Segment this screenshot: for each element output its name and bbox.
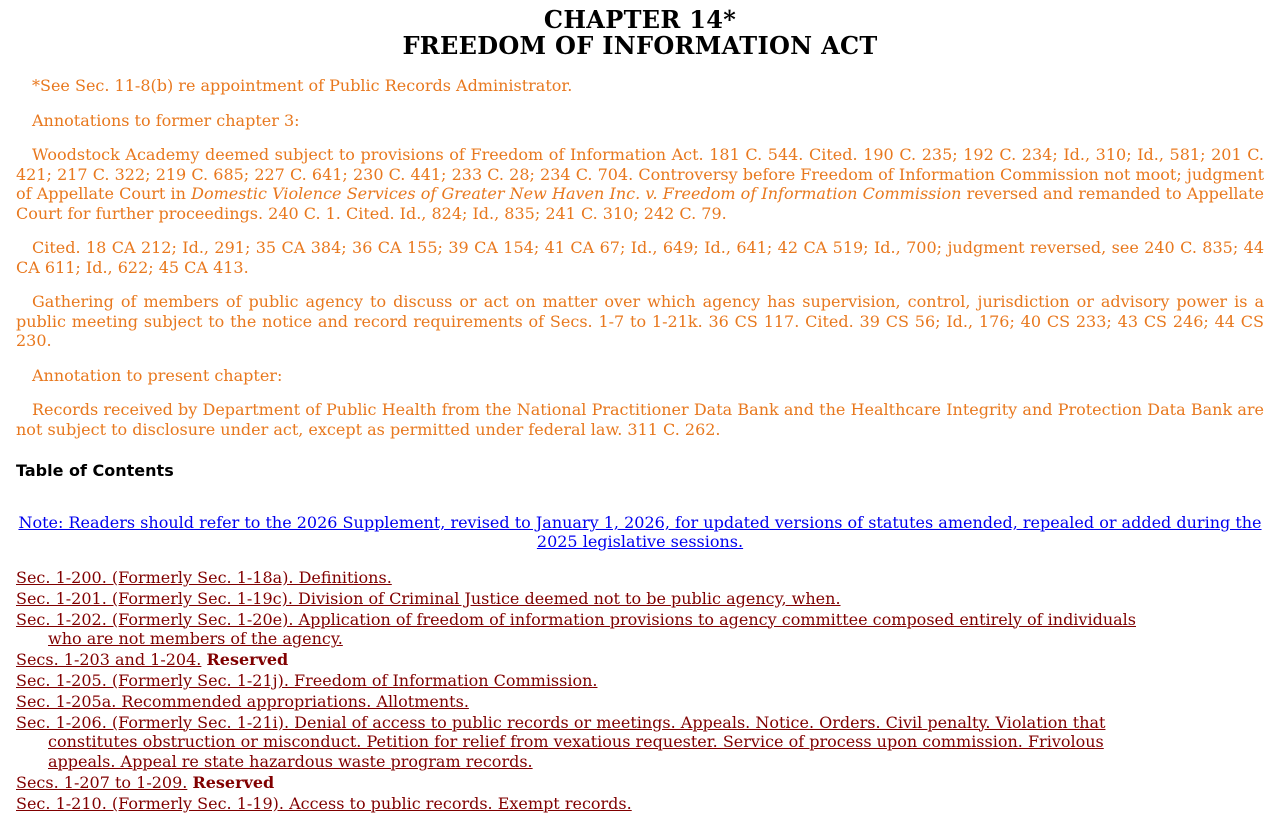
annotation-paragraph [16, 145, 1264, 223]
toc-item [16, 773, 1172, 793]
toc-link[interactable]: Sec. 1-210. (Formerly Sec. 1-19). Access to public records. Exempt records. [16, 793, 632, 813]
toc-heading: Table of Contents [16, 461, 174, 480]
chapter-title [16, 7, 1264, 59]
toc-link[interactable]: Sec. 1-206. (Formerly Sec. 1-21i). Denial of access to public records or meetings. Appeals. Notice. Orders. Civil penalty. Violation that constitutes obstruction or misconduct. Petition for relief from vexatious requester. Service of process upon commission. Frivolous appeals. Appeal re state hazardous waste program records. [16, 712, 1106, 772]
present-chapter-heading: Annotation to present chapter: [32, 365, 283, 385]
annotation-paragraph: Cited. 18 CA 212; Id., 291; 35 CA 384; 36 CA 155; 39 CA 154; 41 CA 67; Id., 649; Id., 641; 42 CA 519; Id., 700; judgment reversed, see 240 C. 835; 44 CA 611; Id., 622; 45 CA 413. [16, 238, 1264, 277]
toc-link[interactable]: Sec. 1-205. (Formerly Sec. 1-21j). Freedom of Information Commission. [16, 670, 598, 690]
annotation-text: Woodstock Academy deemed subject to provisions of Freedom of Information Act. 181 C. 544. Cited. 190 C. 235; 192 C. 234; Id., 310; Id., 581; 201 C. 421; 217 C. 322; 219 C. 685; 227 C. 641; 230 C. 441; 233 C. 28; 234 C. 704. Controversy before Freedom of Information Commission not moot; judgment of Appellate Court in [16, 145, 1264, 203]
toc-item [16, 568, 1172, 588]
toc-item [16, 589, 1172, 609]
toc-item [16, 671, 1172, 691]
case-name: Domestic Violence Services of Greater New Haven Inc. v. Freedom of Information Commission [191, 184, 962, 203]
toc-link[interactable]: Sec. 1-202. (Formerly Sec. 1-20e). Application of freedom of information provisions to agency committee composed entirely of individuals who are not members of the agency. [16, 609, 1136, 649]
toc-item [16, 794, 1172, 814]
toc-link[interactable]: Sec. 1-200. (Formerly Sec. 1-18a). Definitions. [16, 568, 392, 587]
chapter-number: CHAPTER 14* [543, 5, 737, 34]
toc-item [16, 692, 1172, 712]
toc-link[interactable]: Secs. 1-207 to 1-209. [16, 772, 188, 792]
see-note: *See Sec. 11-8(b) re appointment of Public Records Administrator. [32, 76, 573, 95]
toc-link[interactable]: Sec. 1-205a. Recommended appropriations. Allotments. [16, 691, 469, 711]
toc-link[interactable]: Secs. 1-203 and 1-204. [16, 650, 202, 670]
supplement-note-link[interactable]: Note: Readers should refer to the 2026 Supplement, revised to January 1, 2026, for updated versions of statutes amended, repealed or added during the 2025 legislative sessions. [18, 513, 1262, 551]
toc-item [16, 610, 1172, 650]
toc-list [16, 568, 1172, 814]
annotation-paragraph: Records received by Department of Public Health from the National Practitioner Data Bank and the Healthcare Integrity and Protection Data Bank are not subject to disclosure under act, except as permitted under federal law. 311 C. 262. [16, 400, 1264, 439]
former-chapter-heading: Annotations to former chapter 3: [32, 110, 300, 130]
chapter-name: FREEDOM OF INFORMATION ACT [402, 31, 878, 60]
document-page [16, 0, 1264, 815]
reserved-label: Reserved [192, 772, 275, 792]
annotation-text: reversed and remanded to Appellate Court for further proceedings. 240 C. 1. Cited. Id., 824; Id., 835; 241 C. 310; 242 C. 79. [16, 184, 1264, 223]
annotation-paragraph: Gathering of members of public agency to discuss or act on matter over which agency has supervision, control, jurisdiction or advisory power is a public meeting subject to the notice and record requirements of Secs. 1-7 to 1-21k. 36 CS 117. Cited. 39 CS 56; Id., 176; 40 CS 233; 43 CS 246; 44 CS 230. [16, 292, 1264, 350]
reserved-label: Reserved [206, 650, 289, 670]
toc-link[interactable]: Sec. 1-201. (Formerly Sec. 1-19c). Division of Criminal Justice deemed not to be public agency, when. [16, 588, 841, 608]
toc-item [16, 713, 1172, 772]
toc-item [16, 650, 1172, 670]
